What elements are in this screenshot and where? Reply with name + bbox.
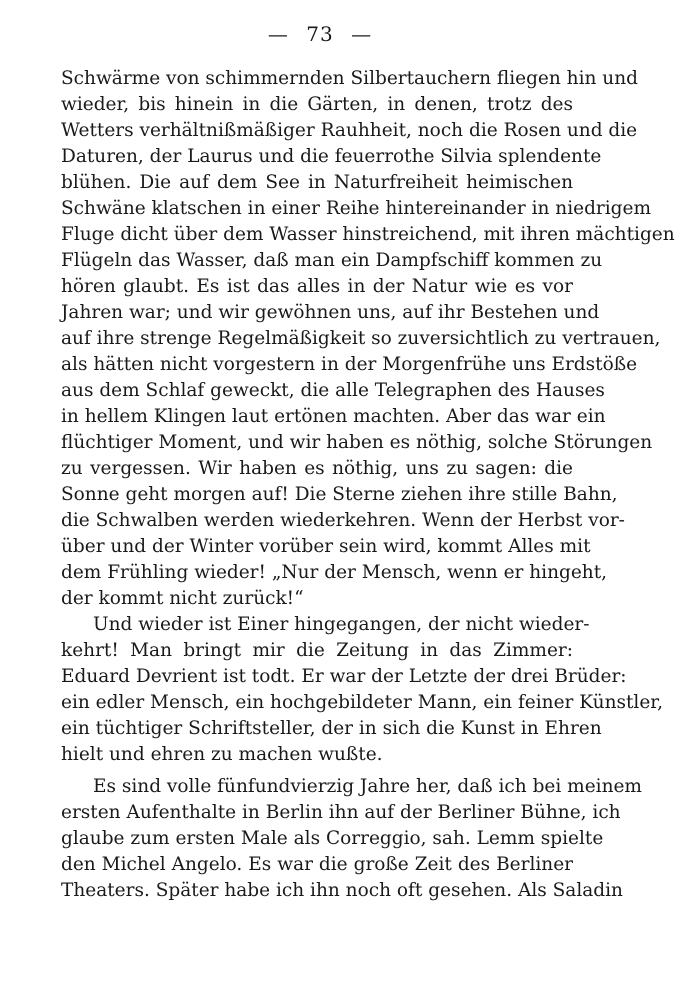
text-line: blühen. Die auf dem See in Naturfreiheit heimischen bbox=[61, 172, 573, 193]
text-line: kehrt! Man bringt mir die Zeitung in das Zimmer: bbox=[61, 640, 573, 661]
text-line: glaube zum ersten Male als Correggio, sah. Lemm spielte bbox=[61, 828, 604, 849]
text-line: dem Frühling wieder! „Nur der Mensch, wenn er hingeht, bbox=[61, 562, 608, 583]
text-line: Flügeln das Wasser, daß man ein Dampfschiff kommen zu bbox=[61, 250, 603, 271]
page-number: 73 bbox=[306, 22, 334, 46]
text-line: auf ihre strenge Regelmäßigkeit so zuversichtlich zu vertrauen, bbox=[61, 328, 661, 349]
text-line: zu vergessen. Wir haben es nöthig, uns zu sagen: die bbox=[61, 458, 573, 479]
text-line: als hätten nicht vorgestern in der Morgenfrühe uns Erdstöße bbox=[61, 354, 638, 375]
text-line: Es sind volle fünfundvierzig Jahre her, daß ich bei meinem bbox=[93, 776, 642, 797]
header-dash-left: — bbox=[267, 22, 289, 46]
text-line: Sonne geht morgen auf! Die Sterne ziehen ihre stille Bahn, bbox=[61, 484, 618, 505]
text-line: hören glaubt. Es ist das alles in der Natur wie es vor bbox=[61, 276, 573, 297]
text-line: in hellem Klingen laut ertönen machten. Aber das war ein bbox=[61, 406, 606, 427]
paragraph-2 bbox=[61, 612, 663, 768]
paragraph-3 bbox=[61, 774, 642, 904]
text-line: den Michel Angelo. Es war die große Zeit des Berliner bbox=[61, 854, 573, 875]
text-line: Wetters verhältnißmäßiger Rauhheit, noch die Rosen und die bbox=[61, 120, 638, 141]
text-line: hielt und ehren zu machen wußte. bbox=[61, 744, 383, 765]
text-line: Daturen, der Laurus und die feuerrothe Silvia splendente bbox=[61, 146, 602, 167]
text-line: aus dem Schlaf geweckt, die alle Telegraphen des Hauses bbox=[61, 380, 605, 401]
paragraph-1 bbox=[61, 66, 675, 612]
text-line: flüchtiger Moment, und wir haben es nöthig, solche Störungen bbox=[61, 432, 653, 453]
text-line: Jahren war; und wir gewöhnen uns, auf ihr Bestehen und bbox=[61, 302, 600, 323]
text-line: Und wieder ist Einer hingegangen, der nicht wieder- bbox=[93, 614, 590, 635]
text-line: über und der Winter vorüber sein wird, kommt Alles mit bbox=[61, 536, 591, 557]
text-line: Fluge dicht über dem Wasser hinstreichend, mit ihren mächtigen bbox=[61, 224, 675, 245]
text-line: ersten Aufenthalte in Berlin ihn auf der Berliner Bühne, ich bbox=[61, 802, 621, 823]
text-line: Schwäne klatschen in einer Reihe hintereinander in niedrigem bbox=[61, 198, 652, 219]
text-line: Schwärme von schimmernden Silbertauchern fliegen hin und bbox=[61, 68, 638, 89]
text-line: der kommt nicht zurück!“ bbox=[61, 588, 304, 609]
text-line: wieder, bis hinein in die Gärten, in denen, trotz des bbox=[61, 94, 573, 115]
text-line: ein tüchtiger Schriftsteller, der in sich die Kunst in Ehren bbox=[61, 718, 602, 739]
text-line: Eduard Devrient ist todt. Er war der Letzte der drei Brüder: bbox=[61, 666, 627, 687]
page-header bbox=[0, 22, 640, 46]
body-text bbox=[61, 66, 675, 904]
text-line: die Schwalben werden wiederkehren. Wenn der Herbst vor- bbox=[61, 510, 625, 531]
text-line: Theaters. Später habe ich ihn noch oft gesehen. Als Saladin bbox=[61, 880, 623, 901]
header-dash-right: — bbox=[351, 22, 373, 46]
text-line: ein edler Mensch, ein hochgebildeter Mann, ein feiner Künstler, bbox=[61, 692, 663, 713]
